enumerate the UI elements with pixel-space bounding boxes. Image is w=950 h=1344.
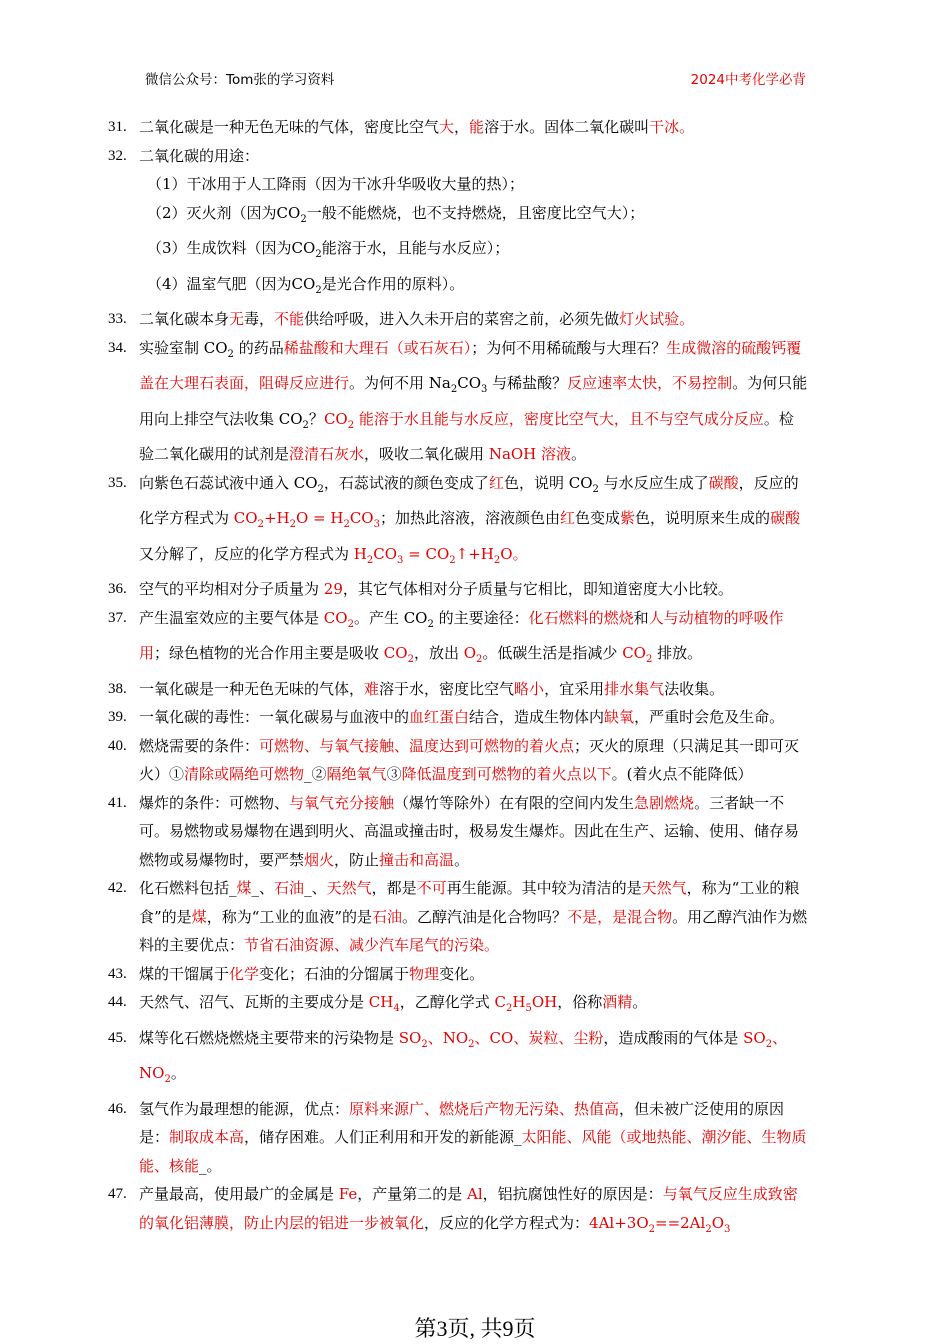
answer-text: 、CO、炭粒、尘粉 [474,1028,604,1047]
item-text [139,675,808,704]
answer-text: 血红蛋白 [409,708,470,726]
item-number: 31. [108,119,127,135]
answer-text: CO [622,644,646,662]
text-segment: 二氧化碳的用途： [139,146,260,165]
answer-text: 物理 [409,964,440,983]
answer-text: 2 [705,1223,712,1235]
answer-text: 3 [397,554,404,566]
item-text [147,170,808,199]
text-segment: ③ [386,765,402,783]
item-text [139,305,808,334]
answer-text: 2 [347,419,355,431]
text-segment: 2 [427,618,434,630]
text-segment: ；灭火的原理（只满足其一即可灭火）① [139,736,800,783]
text-segment: 色，说明 CO [503,473,593,492]
item-text [139,469,808,576]
text-segment: ；为何不用稀硫酸与大理石？ [471,338,667,357]
text-segment: 的药品 [233,338,284,357]
page-footer: 第3页, 共9页 [414,1316,536,1341]
text-segment: 实验室制 CO [139,338,228,357]
answer-text: H [512,993,526,1011]
text-segment: 。 [571,445,587,463]
answer-text: 2 [407,654,414,665]
answer-text: 天然气 [326,879,372,897]
answer-text: 与氧气充分接触 [289,793,395,812]
item-number: 32. [108,147,127,164]
answer-text: 节省石油资源、减少汽车尾气的污染。 [244,936,500,954]
item-text [139,575,808,604]
answer-text: 撞击和高温 [379,850,455,869]
text-segment: 溶于水。固体二氧化碳叫 [484,118,650,136]
text-segment: （爆竹等除外）在有限的空间内发生 [394,793,635,812]
text-segment: 。 [632,993,648,1011]
text-segment: 又分解了，反应的化学方程式为 [139,544,354,563]
text-segment: 是光合作用的原料）。 [321,274,465,293]
answer-text: 干冰 [649,118,680,136]
text-segment: 和 [633,608,649,627]
text-segment: 煤的干馏属于 [139,964,230,983]
header-left-text: 微信公众号：Tom张的学习资料 [145,72,335,88]
answer-text: 烟火 [304,850,335,869]
item-text [139,874,808,960]
header-right-text: 2024中考化学必背 [690,72,806,88]
answer-text: 2 [343,519,350,530]
answer-text: 难 [364,679,380,698]
text-segment: CO [457,374,482,392]
text-segment: 。(着火点不能降低） [611,765,753,783]
text-segment: _② [304,765,327,783]
list-item [108,1095,808,1181]
text-segment: ，但未被广泛使用的原因是： [139,1099,785,1146]
answer-text: 煤 [236,879,252,897]
text-segment: 色，说明原来生成的 [635,509,771,527]
answer-text: 生成微溶的硫酸钙覆盖在大理石表面，阻碍反应进行 [139,338,802,392]
list-item [108,988,808,1024]
item-text [139,703,808,732]
answer-text: 3 [724,1223,731,1235]
text-segment: 溶于水，密度比空气 [379,679,515,698]
answer-text: 反应速率太快，不易控制 [567,374,733,392]
text-segment: 的主要途径： [433,608,529,627]
answer-text: CO [373,544,398,563]
answer-text: 稀盐酸和大理石（或石灰石） [283,338,472,357]
item-text [139,1180,808,1244]
text-segment: 变化。 [439,964,485,983]
list-item [108,305,808,334]
item-number: 44. [108,994,127,1010]
item-text [139,789,808,875]
text-segment: ， [454,118,470,136]
sub-list-item [108,234,808,270]
text-segment: ，反应的化学方程式为： [424,1213,590,1232]
text-segment: 氢气作为最理想的能源，优点： [139,1099,350,1118]
text-segment: 2 [317,483,324,495]
answer-text: Al [467,1185,483,1203]
text-segment: 一氧化碳的毒性：一氧化碳易与血液中的 [139,708,410,726]
answer-text: 2 [493,554,501,566]
answer-text: 石油 [274,879,305,897]
text-segment: 色变成 [575,509,621,527]
answer-text: 无 [229,310,245,328]
answer-text: 石油 [372,907,403,926]
answer-text: 能 [469,118,485,136]
text-segment: 2 [592,483,599,495]
item-number: 47. [108,1186,127,1202]
answer-text: O [463,644,477,662]
answer-text: 不能 [274,310,305,328]
answer-text: 煤 [191,907,207,926]
text-segment: 。检验二氧化碳用的试剂是 [139,409,794,463]
text-segment: （2）灭火剂（因为CO [147,203,301,222]
answer-text: OH [531,993,558,1011]
answer-text: 不是，是混合物 [567,907,673,926]
text-segment: 2 [315,249,322,260]
text-segment: ，造成酸雨的气体是 [603,1028,744,1047]
item-number: 34. [108,339,127,356]
answer-text: SO [743,1028,766,1047]
item-text [139,988,808,1024]
text-segment: ，乙醇化学式 [399,993,495,1011]
answer-text: 红 [560,509,576,527]
list-item [108,675,808,704]
answer-text: CO [323,409,348,428]
text-segment: ，产量第二的是 [357,1185,468,1203]
text-segment: 2 [302,419,309,431]
answer-text: 2 [468,1038,475,1050]
text-segment: 供给呼吸，进入久未开启的菜窖之前，必须先做 [304,310,620,328]
text-segment: ，储存困难。人们正利用和开发的新能源_ [244,1128,522,1146]
answer-text: 原料来源广、燃烧后产物无污染、热值高 [349,1099,620,1118]
item-text [139,960,808,989]
text-segment: 天然气、沼气、瓦斯的主要成分是 [139,993,369,1011]
text-segment: 变化；石油的分馏属于 [259,964,410,983]
item-number: 39. [108,709,127,725]
answer-text: 2 [257,519,264,530]
answer-text: 2 [645,654,653,665]
answer-text: O。 [500,544,528,563]
answer-text: C [494,993,506,1011]
text-segment: 再生能源。其中较为清洁的是 [446,879,642,897]
text-segment: 2 [300,213,307,225]
page-header [145,68,806,88]
text-segment: ；绿色植物的光合作用主要是吸收 [154,644,384,662]
answer-text: O [711,1213,724,1232]
answer-text: = CO [403,544,450,563]
item-text [139,142,808,171]
answer-text: 灯火试验。 [619,310,695,328]
text-segment: 。为何不用 Na [349,374,451,392]
item-text [147,270,808,306]
text-segment: 。产生 CO [353,608,428,627]
item-number: 40. [108,737,127,754]
answer-text: 2 [164,1074,171,1085]
answer-text: 天然气 [641,879,687,897]
answer-text: 2 [449,554,456,566]
text-segment: 结合，造成生物体内 [469,708,605,726]
text-segment: ，吸收二氧化碳用 [364,445,489,463]
text-segment: ，防止 [334,850,380,869]
list-item [108,874,808,960]
answer-text: Fe [338,1185,358,1203]
answer-text: 红 [488,473,504,492]
text-segment: 。 [454,850,470,869]
item-number: 36. [108,581,127,597]
list-item [108,142,808,171]
answer-text: 2 [347,618,354,630]
text-segment: 产生温室效应的主要气体是 [139,608,324,627]
text-segment: 。用乙醇汽油作为燃料的主要优点： [139,907,808,954]
text-segment: 二氧化碳是一种无色无味的气体，密度比空气 [139,118,440,136]
list-item [108,469,808,576]
answer-text: NaOH 溶液 [488,445,572,463]
answer-text: ==2Al [655,1213,706,1232]
list-item [108,960,808,989]
text-segment: ，反应的化学方程式为 [139,473,799,527]
text-segment: ，严重时会危及生命。 [634,708,785,726]
text-segment: 2 [315,284,322,296]
answer-text: 急剧燃烧 [634,793,695,812]
document-body [108,113,808,1244]
answer-text: 紫 [620,509,636,527]
text-segment: ，都是 [371,879,417,897]
answer-text: 5 [525,1003,532,1014]
text-segment: 一般不能燃烧，也不支持燃烧，且密度比空气大）； [306,203,645,222]
answer-text: +H [263,509,290,527]
list-item [108,732,808,789]
text-segment: 。低碳生活是指减少 [482,644,623,662]
item-number: 43. [108,965,127,982]
text-segment: （3）生成饮料（因为CO [147,239,316,257]
text-segment: 煤等化石燃烧燃烧主要带来的污染物是 [139,1028,399,1047]
sub-list-item [108,199,808,235]
answer-text: O = H [295,509,344,527]
answer-text: 与氧气反应生成致密的氧化铝薄膜，防止内层的铝进一步被氧化 [139,1185,798,1232]
answer-text: 2 [765,1038,773,1050]
answer-text: 、NO [427,1028,469,1047]
text-segment: 2 [227,348,234,360]
item-text [139,604,808,675]
text-segment: 二氧化碳本身 [139,310,230,328]
answer-text: 降低温度到可燃物的着火点以下 [401,765,612,783]
sub-list-item [108,270,808,306]
answer-text: 不可 [416,879,447,897]
answer-text: 2 [289,519,296,530]
item-number: 46. [108,1100,127,1117]
text-segment: 排放。 [652,644,703,662]
answer-text: ↑+H [455,544,494,563]
list-item [108,113,808,142]
list-item [108,604,808,675]
answer-text: 清除或隔绝可燃物 [184,765,305,783]
answer-text: 能溶于水且能与水反应，密度比空气大，且不与空气成分反应 [354,409,764,428]
answer-text: 2 [648,1223,655,1235]
answer-text: 酒精 [602,993,633,1011]
text-segment: ，宜采用 [544,679,605,698]
text-segment: _、 [251,879,275,897]
text-segment: ，称为“工业的血液”的是 [206,907,373,926]
list-item [108,789,808,875]
text-segment: 与稀盐酸？ [487,374,568,392]
text-segment: 产量最高，使用最广的金属是 [139,1185,339,1203]
text-segment: 3 [481,384,488,395]
answer-text: 可燃物、与氧气接触、温度达到可燃物的着火点 [259,736,575,755]
text-segment: _。 [199,1156,222,1175]
text-segment: ，俗称 [557,993,603,1011]
list-item [108,1180,808,1244]
answer-text: 化石燃料的燃烧 [528,608,634,627]
item-number: 33. [108,311,127,327]
text-segment: 爆炸的条件：可燃物、 [139,793,290,812]
text-segment: _、 [304,879,327,897]
text-segment: （4）温室气肥（因为CO [147,274,316,293]
answer-text: 、NO [139,1028,788,1082]
list-item [108,1024,808,1095]
answer-text: 2 [421,1038,428,1050]
item-number: 38. [108,680,127,697]
text-segment: 化石燃料包括_ [139,879,237,897]
text-segment: ，其它气体相对分子质量与它相比，即知道密度大小比较。 [342,580,733,598]
text-segment: 。 [170,1064,186,1082]
item-number: 41. [108,794,127,811]
answer-text: 碳酸 [708,473,739,492]
answer-text: 碳酸 [770,509,801,527]
item-number: 35. [108,474,127,491]
text-segment: ，石蕊试液的颜色变成了 [323,473,489,492]
answer-text: CH [368,993,394,1011]
text-segment: 。三者缺一不可。易燃物或易爆物在遇到明火、高温或撞击时，极易发生爆炸。因此在生产、运输、使用、储存易燃物或易爆物时，要严禁 [139,793,800,869]
list-item [108,703,808,732]
text-segment: 法收集。 [664,679,725,698]
text-segment: 能溶于水，且能与水反应）； [321,239,510,257]
list-item [108,334,808,469]
text-segment: 2 [450,384,458,395]
text-segment: ？ [308,409,324,428]
item-text [139,113,808,142]
answer-text: 太阳能、风能（或地热能、潮汐能、生物质能、核能 [139,1128,807,1175]
text-segment: 空气的平均相对分子质量为 [139,580,324,598]
answer-text: 。 [679,118,695,136]
answer-text: 排水集气 [604,679,665,698]
answer-text: CO [323,608,348,627]
answer-text: CO [349,509,374,527]
text-segment: 一氧化碳是一种无色无味的气体， [139,679,365,698]
answer-text: 2 [366,554,374,566]
answer-text: 缺氧 [604,708,635,726]
answer-text: 澄清石灰水 [289,445,365,463]
answer-text: 4Al+3O [589,1213,649,1232]
item-number: 42. [108,880,127,896]
list-item [108,575,808,604]
answer-text: 29 [323,580,343,598]
answer-text: CO [233,509,258,527]
answer-text: CO [383,644,408,662]
text-segment: 。乙醇汽油是化合物吗？ [402,907,568,926]
answer-text: 4 [393,1003,400,1014]
answer-text: 略小 [514,679,545,698]
answer-text: 人与动植物的呼吸作用 [139,608,784,662]
answer-text: 隔绝氧气 [326,765,387,783]
text-segment: 毒， [244,310,275,328]
item-text [139,334,808,469]
text-segment: 与水反应生成了 [598,473,709,492]
text-segment: ，称为“工业的粮食”的是 [139,879,800,926]
answer-text: 2 [476,654,483,665]
answer-text: 3 [373,519,380,530]
text-segment: 。为何只能用向上排空气法收集 CO [139,374,808,428]
answer-text: 化学 [229,964,260,983]
item-text [147,199,808,235]
text-segment: ，铝抗腐蚀性好的原因是： [482,1185,663,1203]
answer-text: SO [398,1028,422,1047]
item-number: 45. [108,1029,127,1046]
item-text [139,1095,808,1181]
item-text [139,1024,808,1095]
item-text [147,234,808,270]
text-segment: 向紫色石蕊试液中通入 CO [139,473,318,492]
text-segment: ；加热此溶液，溶液颜色由 [379,509,560,527]
text-segment: （1）干冰用于人工降雨（因为干冰升华吸收大量的热）； [147,175,525,193]
answer-text: 大 [439,118,455,136]
text-segment: 燃烧需要的条件： [139,736,260,755]
answer-text: 制取成本高 [169,1128,245,1146]
answer-text: 2 [505,1003,513,1014]
text-segment: ，放出 [413,644,464,662]
item-text [139,732,808,789]
answer-text: H [353,544,367,563]
item-number: 37. [108,609,127,626]
sub-list-item [108,170,808,199]
